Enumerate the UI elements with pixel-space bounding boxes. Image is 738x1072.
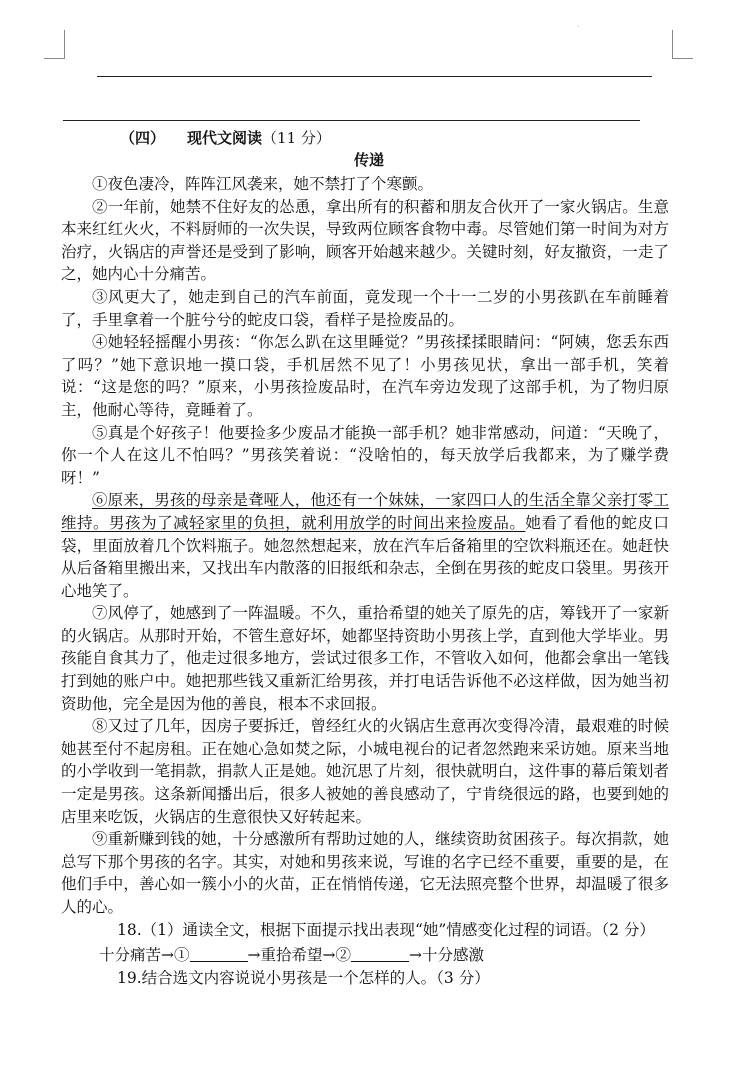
paragraph-3: ③风更大了，她走到自己的汽车前面，竟发现一个十一二岁的小男孩趴在车前睡着了，手里拿着一个脏兮兮的蛇皮口袋，看样子是捡废品的。 bbox=[61, 287, 669, 329]
paragraph-6-rest: 她看了看他的蛇皮口袋，里面放着几个饮料瓶子。她忽然想起来，放在汽车后备箱里的空饮料瓶还在。她赶快从后备箱里搬出来，又找出车内散落的旧报纸和杂志，全倒在男孩的蛇皮口袋里。男孩开心地笑了。 bbox=[61, 513, 669, 600]
section-score: （11 分） bbox=[262, 129, 331, 147]
page-corner-mark-right bbox=[672, 30, 693, 59]
answer-blank-2[interactable] bbox=[351, 945, 409, 962]
paragraph-5: ⑤真是个好孩子！他要捡多少废品才能换一部手机？她非常感动，问道：“天晚了，你一个人在这儿不怕吗？”男孩笑着说：“没啥怕的，每天放学后我都来，为了赚学费呀！” bbox=[61, 423, 669, 487]
paragraph-1: ①夜色凄冷，阵阵江风袭来，她不禁打了个寒颤。 bbox=[92, 175, 434, 193]
paragraph-6-underlined-sentence: ⑥原来，男孩的母亲是聋哑人，他还有一个妹妹，一家四口人的生活全靠父亲打零工维持。男孩为了减轻家里的负担，就利用放学的时间出来捡废品。 bbox=[61, 491, 669, 532]
section-heading bbox=[120, 127, 331, 148]
flow-step-1: 十分痛苦→① bbox=[99, 946, 190, 965]
paragraph-7: ⑦风停了，她感到了一阵温暖。不久，重拾希望的她关了原先的店，筹钱开了一家新的火锅店。从那时开始，不管生意好坏，她都坚持资助小男孩上学，直到他大学毕业。男孩能自食其力了，他走过很多地方，尝试过很多工作，不管收入如何，他都会拿出一笔钱打到她的账户中。她把那些钱又重新汇给男孩，并打电话告诉他不必这样做，因为她当初资助他，完全是因为他的善良，根本不求回报。 bbox=[61, 604, 669, 713]
header-rule bbox=[97, 76, 652, 77]
paragraph-4: ④她轻轻摇醒小男孩：“你怎么趴在这里睡觉？”男孩揉揉眼睛问：“阿姨，您丢东西了吗？”她下意识地一摸口袋，手机居然不见了！小男孩见状，拿出一部手机，笑着说：“这是您的吗？”原来，小男孩捡废品时，在汽车旁边发现了这部手机，为了物归原主，他耐心等待，竟睡着了。 bbox=[61, 333, 669, 419]
question-19-prompt: 19.结合选文内容说说小男孩是一个怎样的人。（3 分） bbox=[117, 968, 490, 987]
section-name: 现代文阅读 bbox=[187, 129, 263, 147]
paragraph-9: ⑨重新赚到钱的她，十分感激所有帮助过她的人，继续资助贫困孩子。每次捐款，她总写下那个男孩的名字。其实，对她和男孩来说，写谁的名字已经不重要，重要的是，在他们手中，善心如一簇小小的火苗，正在悄悄传递，它无法照亮整个世界，却温暖了很多人的心。 bbox=[61, 830, 669, 916]
paragraph-8: ⑧又过了几年，因房子要拆迁，曾经红火的火锅店生意再次变得冷清，最艰难的时候她甚至付不起房租。正在她心急如焚之际，小城电视台的记者忽然跑来采访她。原来当地的小学收到一笔捐款，捐款人正是她。她沉思了片刻，很快就明白，这件事的幕后策划者一定是男孩。这条新闻播出后，很多人被她的善良感动了，宁肯绕很远的路，也要到她的店里来吃饭，火锅店的生意很快又好转起来。 bbox=[61, 717, 669, 826]
answer-blank-1[interactable] bbox=[190, 945, 248, 962]
paragraph-6 bbox=[61, 489, 669, 602]
question-18-flow bbox=[99, 944, 669, 967]
flow-step-2: →重拾希望→② bbox=[247, 946, 351, 965]
section-rule bbox=[63, 120, 640, 121]
article-title: 传递 bbox=[353, 151, 384, 169]
paragraph-2: ②一年前，她禁不住好友的怂恿，拿出所有的积蓄和朋友合伙开了一家火锅店。生意本来红红火火，不料厨师的一次失误，导致两位顾客食物中毒。尽管她们第一时间为对方治疗，火锅店的声誉还是受到了影响，顾客开始越来越少。关键时刻，好友撤资，一走了之，她内心十分痛苦。 bbox=[61, 197, 669, 284]
article-body bbox=[61, 173, 669, 989]
flow-step-3: →十分感激 bbox=[408, 946, 484, 965]
section-label: （四） bbox=[120, 129, 166, 147]
page-corner-mark-left bbox=[44, 30, 65, 59]
question-18-prompt: 18.（1）通读全文，根据下面提示找出表现“她”情感变化过程的词语。（2 分） bbox=[117, 920, 655, 939]
page-dot-mark: · bbox=[577, 22, 580, 31]
